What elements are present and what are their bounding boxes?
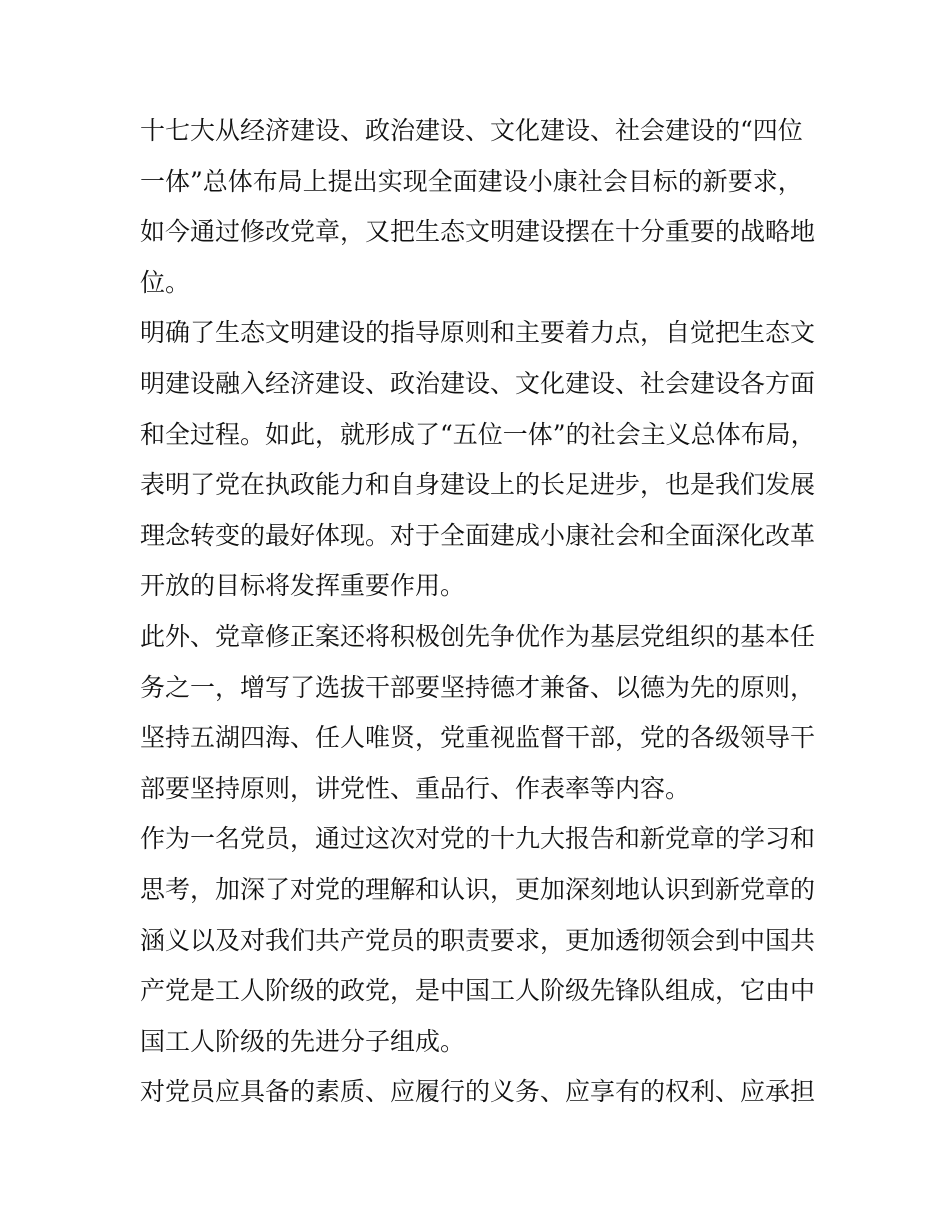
text-line: 十七大从经济建设、政治建设、文化建设、社会建设的“四位: [140, 116, 803, 145]
text-line: 和全过程。如此，就形成了“五位一体”的社会主义总体布局，: [140, 419, 816, 449]
text-line: 对党员应具备的素质、应履行的义务、应享有的权利、应承担: [140, 1077, 816, 1107]
text-line: 明确了生态文明建设的指导原则和主要着力点，自觉把生态文: [140, 318, 816, 348]
text-line: 坚持五湖四海、任人唯贤，党重视监督干部，党的各级领导干: [140, 723, 816, 753]
text-line: 明建设融入经济建设、政治建设、文化建设、社会建设各方面: [140, 368, 816, 398]
text-line: 表明了党在执政能力和自身建设上的长足进步，也是我们发展: [140, 470, 816, 500]
text-line: 此外、党章修正案还将积极创先争优作为基层党组织的基本任: [140, 621, 816, 651]
text-line: 部要坚持原则，讲党性、重品行、作表率等内容。: [140, 773, 691, 803]
text-line: 位。: [140, 267, 191, 297]
text-line: 开放的目标将发挥重要作用。: [140, 571, 466, 601]
text-line: 涵义以及对我们共产党员的职责要求，更加透彻领会到中国共: [140, 925, 816, 955]
text-line: 产党是工人阶级的政党，是中国工人阶级先锋队组成，它由中: [140, 976, 816, 1006]
text-line: 思考，加深了对党的理解和认识，更加深刻地认识到新党章的: [140, 874, 816, 904]
text-line: 作为一名党员，通过这次对党的十九大报告和新党章的学习和: [140, 824, 816, 854]
text-line: 务之一，增写了选拔干部要坚持德才兼备、以德为先的原则，: [140, 672, 816, 702]
text-line: 一体”总体布局上提出实现全面建设小康社会目标的新要求，: [140, 166, 803, 196]
document-body: [140, 106, 816, 1118]
text-line: 理念转变的最好体现。对于全面建成小康社会和全面深化改革: [140, 520, 816, 550]
text-line: 国工人阶级的先进分子组成。: [140, 1026, 466, 1056]
text-line: 如今通过修改党章，又把生态文明建设摆在十分重要的战略地: [140, 217, 816, 247]
